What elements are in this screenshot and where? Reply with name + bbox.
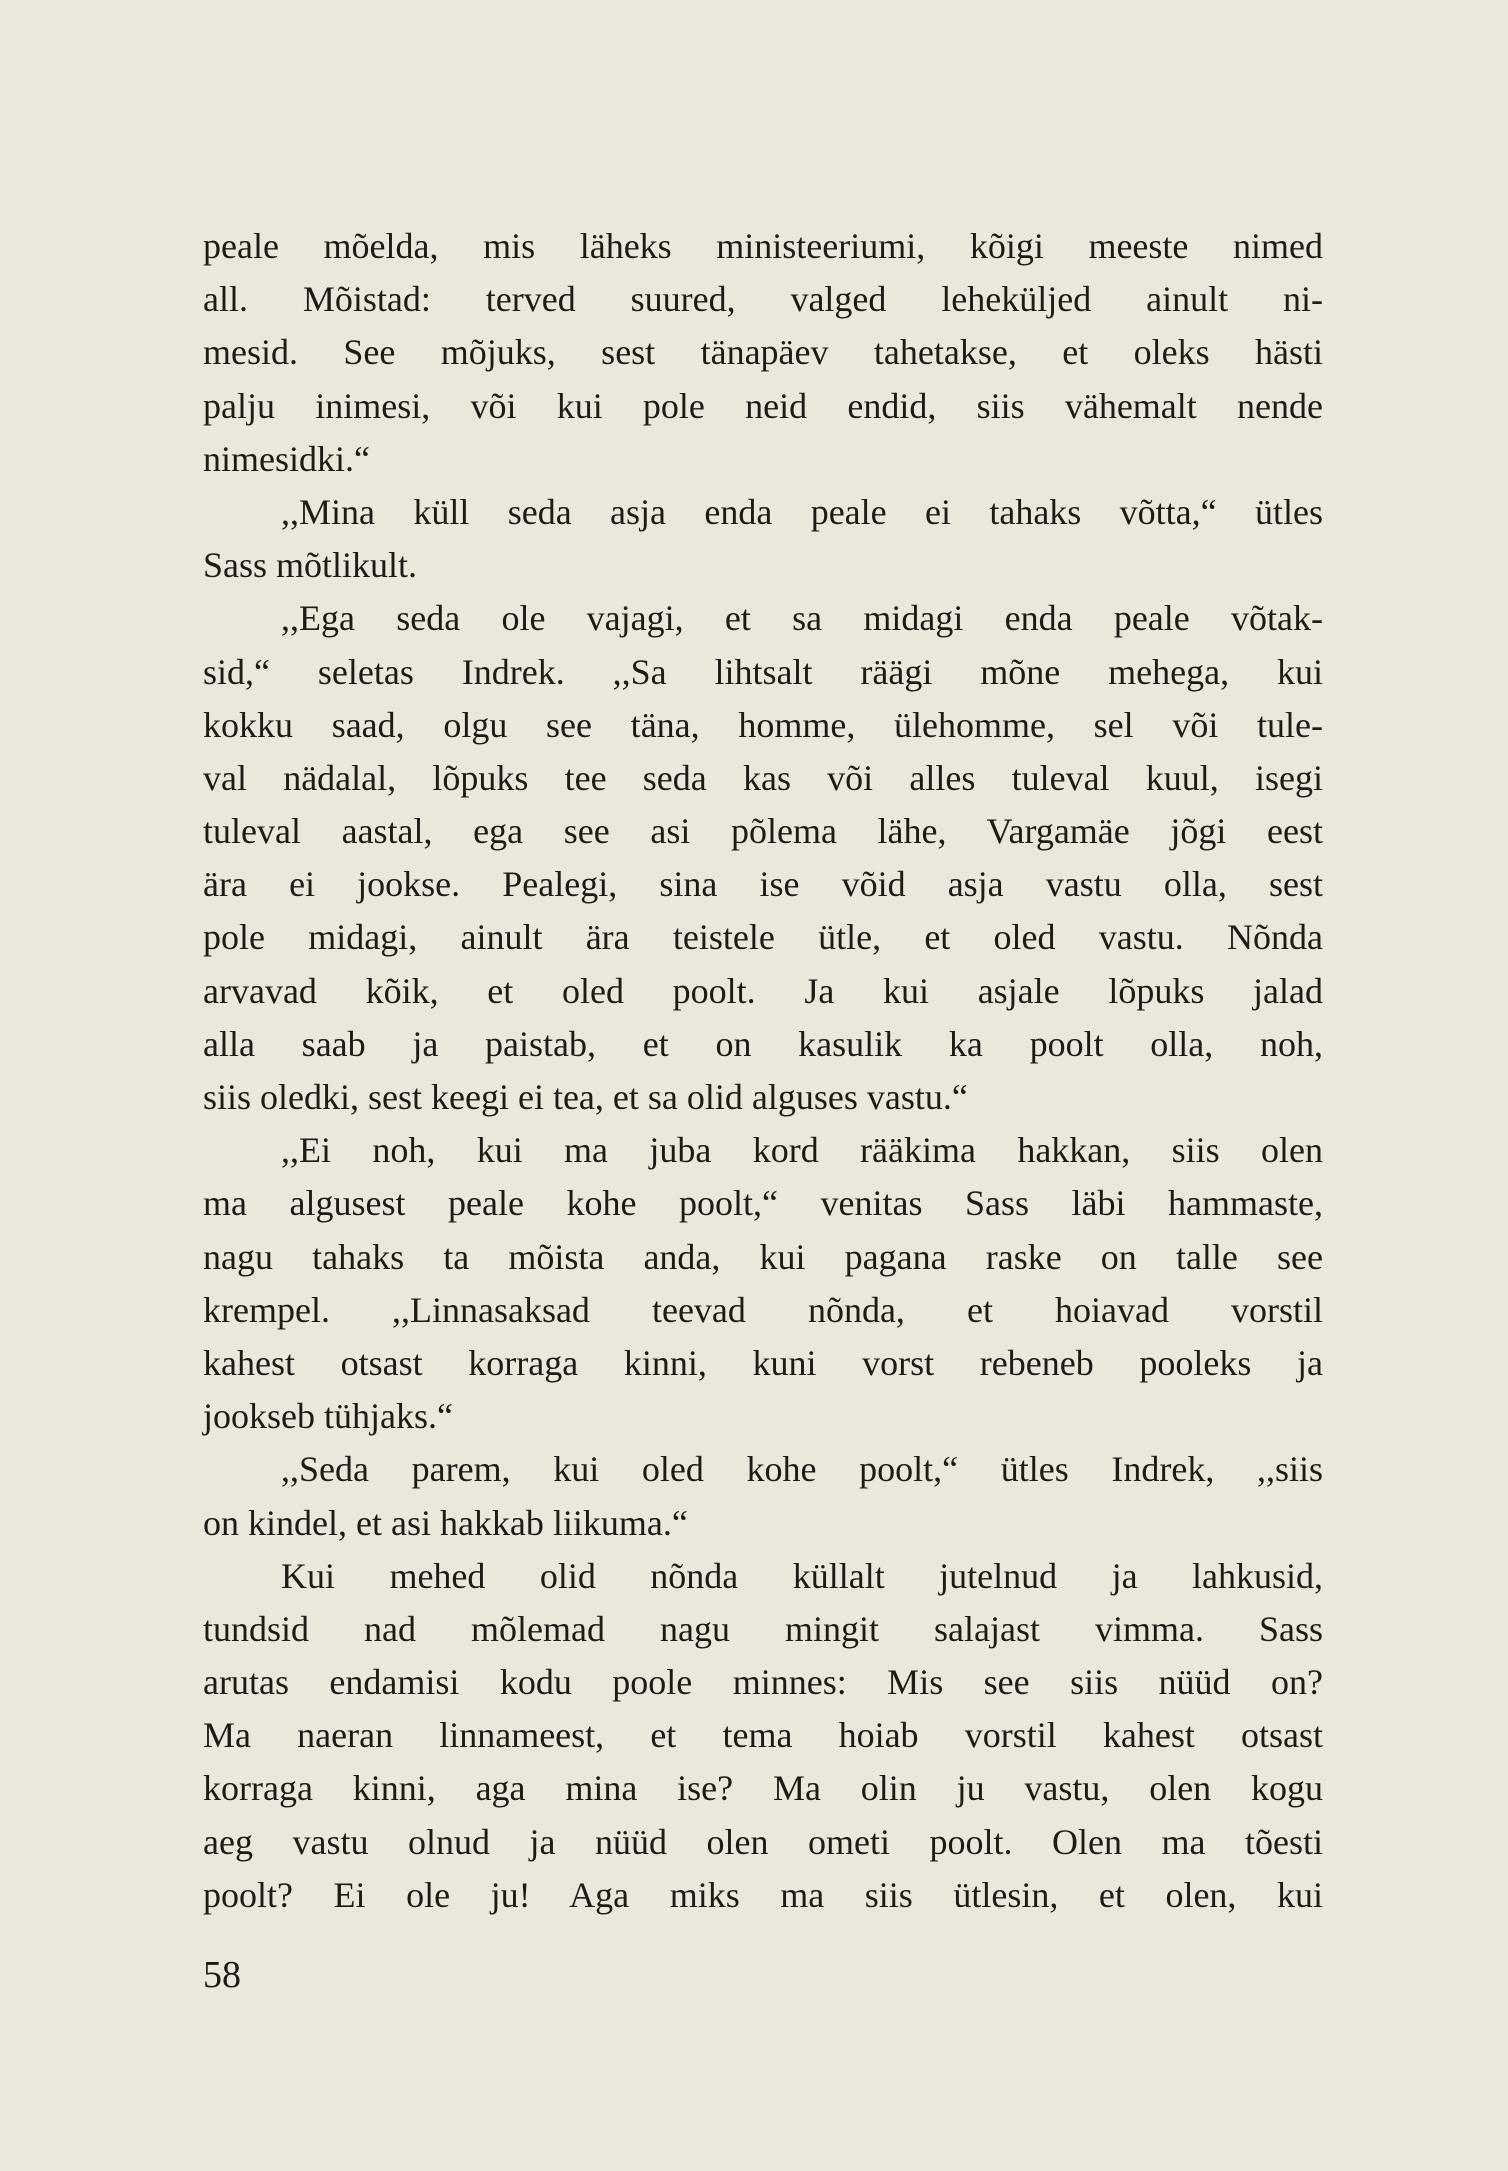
text-line: kahest otsast korraga kinni, kuni vorst rebeneb pooleks ja (203, 1342, 1323, 1383)
text-line: nimesidki.“ (203, 438, 370, 479)
text-line: all. Mõistad: terved suured, valged leheküljed ainult ni- (203, 279, 1323, 320)
text-line: arutas endamisi kodu poole minnes: Mis see siis nüüd on? (203, 1662, 1323, 1703)
text-line: poolt? Ei ole ju! Aga miks ma siis ütlesin, et olen, kui (203, 1874, 1323, 1915)
text-line: siis oledki, sest keegi ei tea, et sa olid alguses vastu.“ (203, 1077, 968, 1117)
text-line: Sass mõtlikult. (203, 545, 418, 586)
text-line: tuleval aastal, ega see asi põlema lähe, Vargamäe jõgi eest (203, 811, 1323, 852)
text-line: val nädalal, lõpuks tee seda kas või alles tuleval kuul, isegi (203, 757, 1323, 798)
text-line: aeg vastu olnud ja nüüd olen ometi poolt. Olen ma tõesti (203, 1821, 1323, 1862)
text-line: on kindel, et asi hakkab liikuma.“ (203, 1502, 688, 1543)
text-line: Ma naeran linnameest, et tema hoiab vorstil kahest otsast (203, 1715, 1323, 1756)
text-line: kokku saad, olgu see täna, homme, ülehomme, sel või tule- (203, 704, 1323, 745)
text-line: krempel. ,,Linnasaksad teevad nõnda, et hoiavad vorstil (203, 1289, 1323, 1330)
text-line: nagu tahaks ta mõista anda, kui pagana raske on talle see (203, 1236, 1323, 1277)
text-line: jookseb tühjaks.“ (203, 1396, 453, 1437)
text-line: alla saab ja paistab, et on kasulik ka poolt olla, noh, (203, 1023, 1323, 1064)
text-line: ,,Ei noh, kui ma juba kord rääkima hakkan, siis olen (281, 1130, 1323, 1171)
text-line: arvavad kõik, et oled poolt. Ja kui asjale lõpuks jalad (203, 970, 1323, 1011)
text-line: palju inimesi, või kui pole neid endid, siis vähemalt nende (203, 385, 1323, 426)
text-line: ,,Seda parem, kui oled kohe poolt,“ ütles Indrek, ,,siis (281, 1449, 1323, 1490)
text-line: tundsid nad mõlemad nagu mingit salajast vimma. Sass (203, 1608, 1323, 1649)
text-line: Kui mehed olid nõnda küllalt jutelnud ja lahkusid, (281, 1555, 1323, 1596)
page-body-text (203, 220, 1323, 1922)
text-line: mesid. See mõjuks, sest tänapäev tahetakse, et oleks hästi (203, 332, 1323, 373)
text-line: ,,Ega seda ole vajagi, et sa midagi enda peale võtak- (281, 598, 1323, 639)
text-line: ma algusest peale kohe poolt,“ venitas Sass läbi hammaste, (203, 1183, 1323, 1224)
text-line: pole midagi, ainult ära teistele ütle, et oled vastu. Nõnda (203, 917, 1323, 958)
text-line: ära ei jookse. Pealegi, sina ise võid asja vastu olla, sest (203, 864, 1323, 905)
page-number: 58 (203, 1954, 241, 1996)
text-line: peale mõelda, mis läheks ministeeriumi, kõigi meeste nimed (203, 226, 1323, 266)
text-line: ,,Mina küll seda asja enda peale ei tahaks võtta,“ ütles (281, 491, 1323, 532)
text-line: korraga kinni, aga mina ise? Ma olin ju vastu, olen kogu (203, 1768, 1323, 1809)
text-line: sid,“ seletas Indrek. ,,Sa lihtsalt räägi mõne mehega, kui (203, 651, 1323, 692)
